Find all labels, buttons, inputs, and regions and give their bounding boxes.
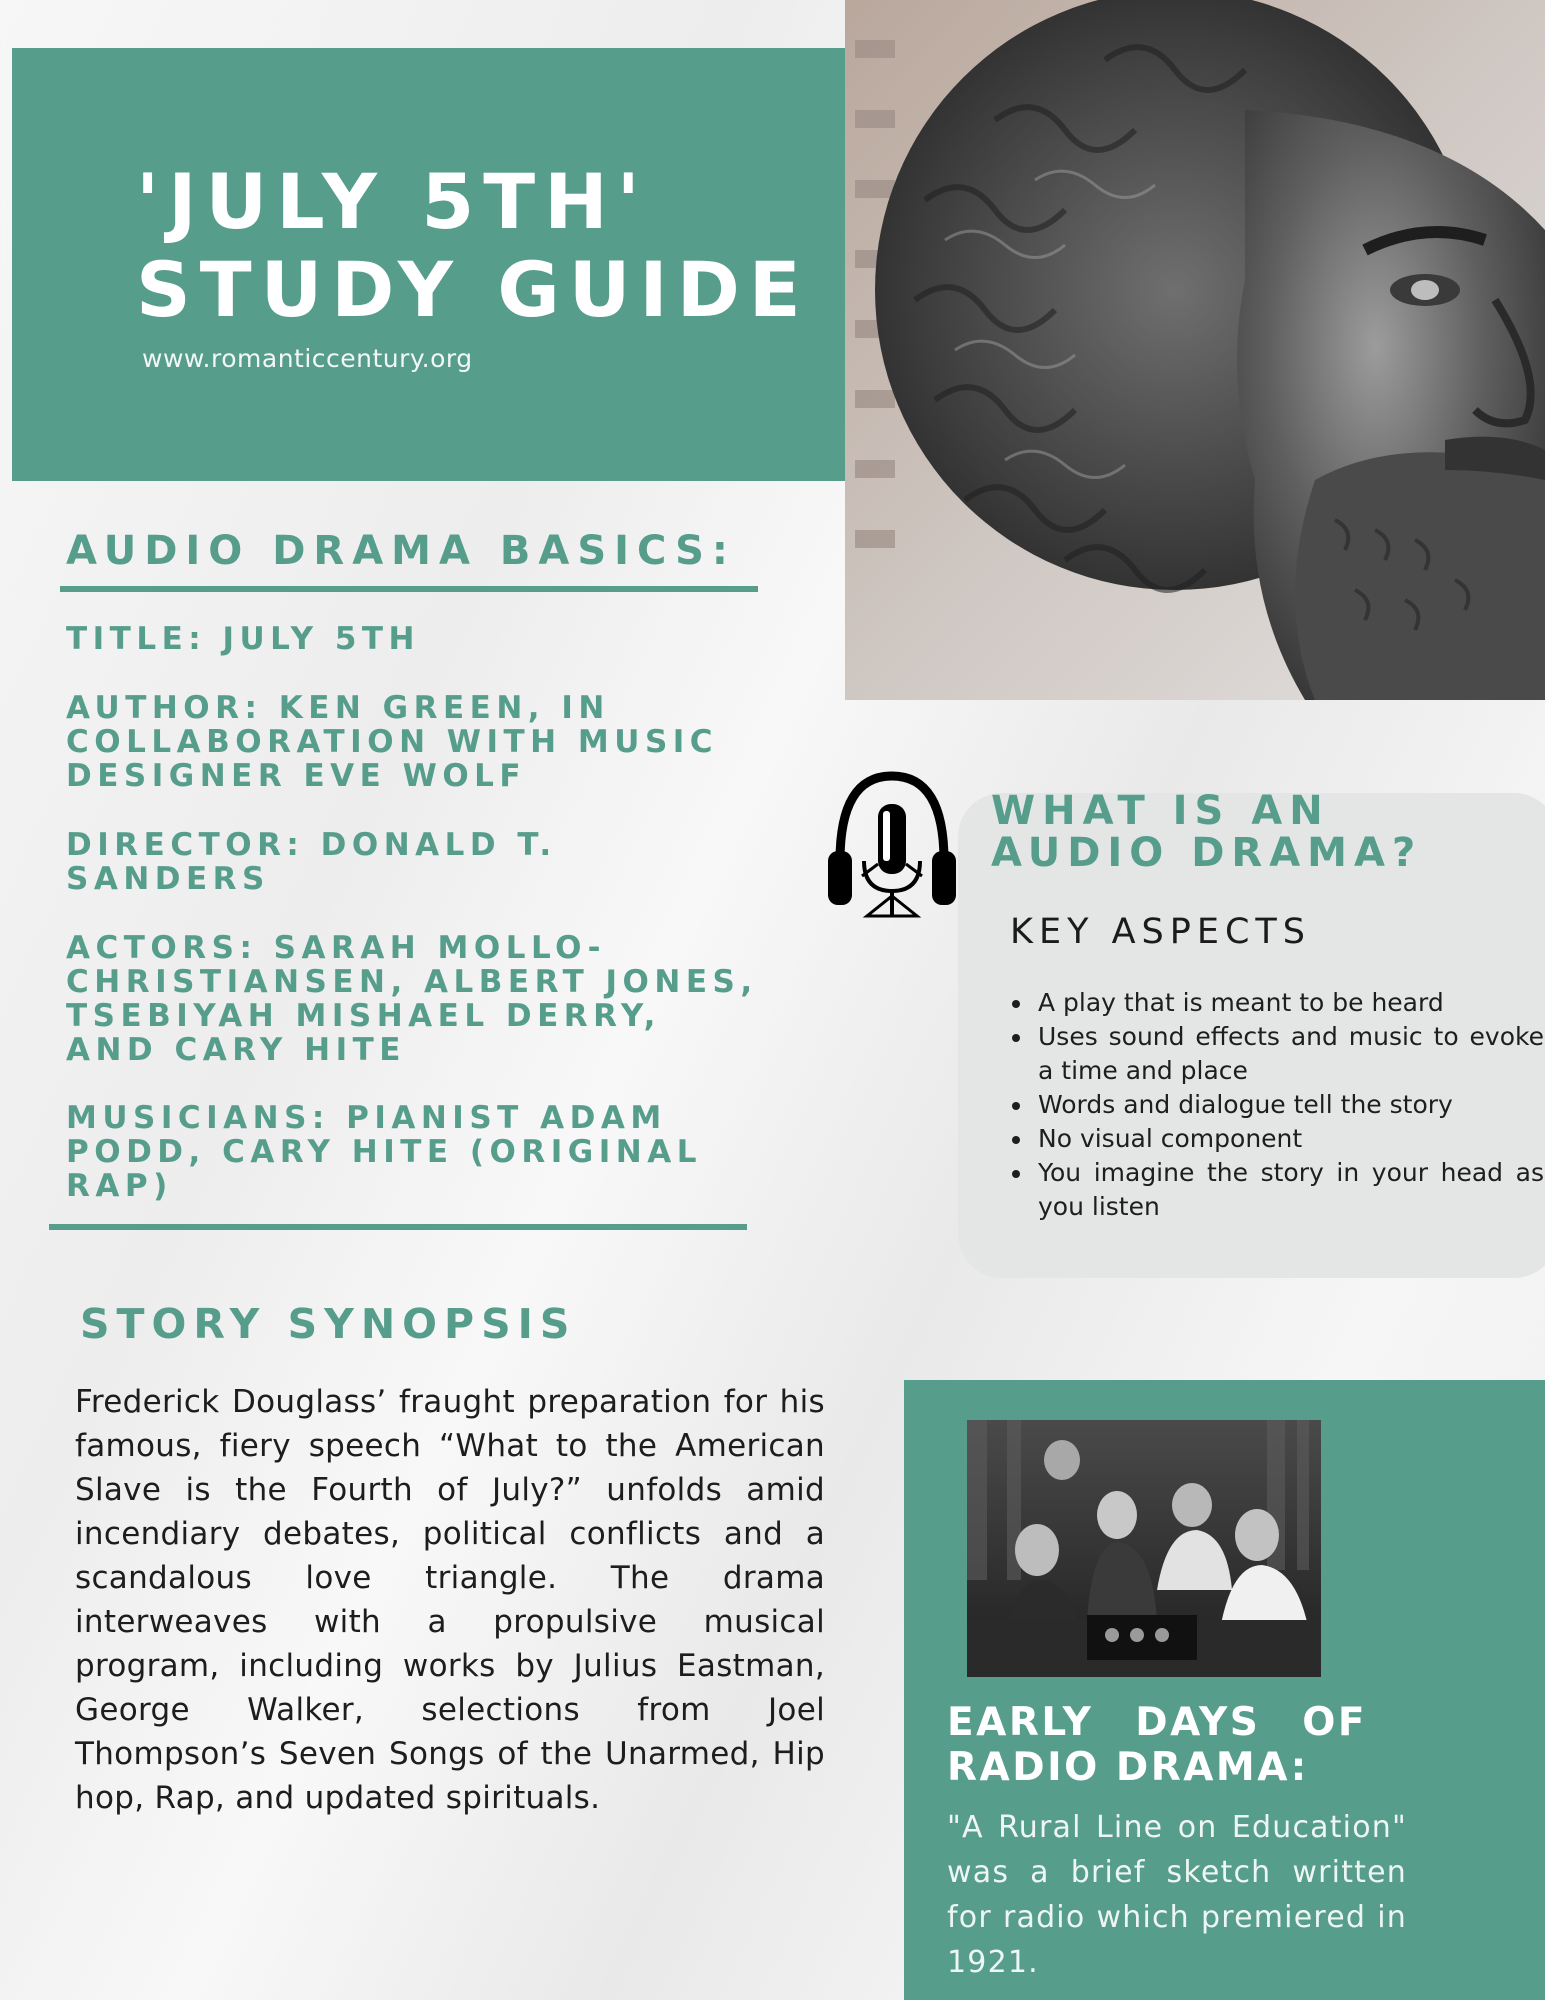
synopsis-text: Frederick Douglass’ fraught preparation for his famous, fiery speech “What to the American Slave is the Fourth of July?” unfolds amid incendiary debates, political conflicts and a scandalous love triangle. The drama interweaves with a propulsive musical program, including works by Julius Eastman, George Walker, selections from Joel Thompson’s Seven Songs of the Unarmed, Hip hop, Rap, and updated spirituals. [75, 1384, 825, 1816]
info-musicians: MUSICIANS: PIANIST ADAM PODD, CARY HITE (ORIGINAL RAP) [66, 1100, 702, 1204]
list-item: • Words and dialogue tell the story [1034, 1088, 1544, 1122]
list-item: • A play that is meant to be heard [1034, 986, 1544, 1020]
list-item: • Uses sound effects and music to evoke a time and place [1034, 1020, 1544, 1088]
radio-drama-photo [967, 1420, 1321, 1677]
website-link[interactable]: www.romanticcentury.org [142, 344, 473, 373]
list-item: • No visual component [1034, 1122, 1544, 1156]
radio-drama-heading: EARLY DAYS OF RADIO DRAMA: [947, 1700, 1367, 1790]
page-title: 'JULY 5TH' STUDY GUIDE [136, 157, 810, 334]
info-actors: ACTORS: SARAH MOLLO- CHRISTIANSEN, ALBERT JONES, TSEBIYAH MISHAEL DERRY, AND CARY HITE [66, 930, 758, 1068]
header-banner [12, 48, 845, 481]
list-item: • You imagine the story in your head as you listen [1034, 1156, 1544, 1224]
radio-drama-text: "A Rural Line on Education" was a brief sketch written for radio which premiered in 1921. [947, 1810, 1407, 1980]
douglass-statue-photo [845, 0, 1545, 700]
info-title: TITLE: JULY 5TH [66, 621, 420, 657]
audio-drama-heading: WHAT IS AN AUDIO DRAMA? [991, 788, 1423, 876]
key-aspects-list [1006, 986, 1544, 1224]
basics-heading: AUDIO DRAMA BASICS: [66, 528, 736, 574]
headphones-microphone-icon [822, 766, 962, 926]
key-aspects-heading: KEY ASPECTS [1010, 912, 1311, 952]
info-director: DIRECTOR: DONALD T. SANDERS [66, 827, 557, 897]
info-author: AUTHOR: KEN GREEN, IN COLLABORATION WITH MUSIC DESIGNER EVE WOLF [66, 690, 719, 794]
synopsis-heading: STORY SYNOPSIS [80, 1300, 577, 1348]
divider [60, 586, 758, 592]
divider [49, 1224, 747, 1230]
